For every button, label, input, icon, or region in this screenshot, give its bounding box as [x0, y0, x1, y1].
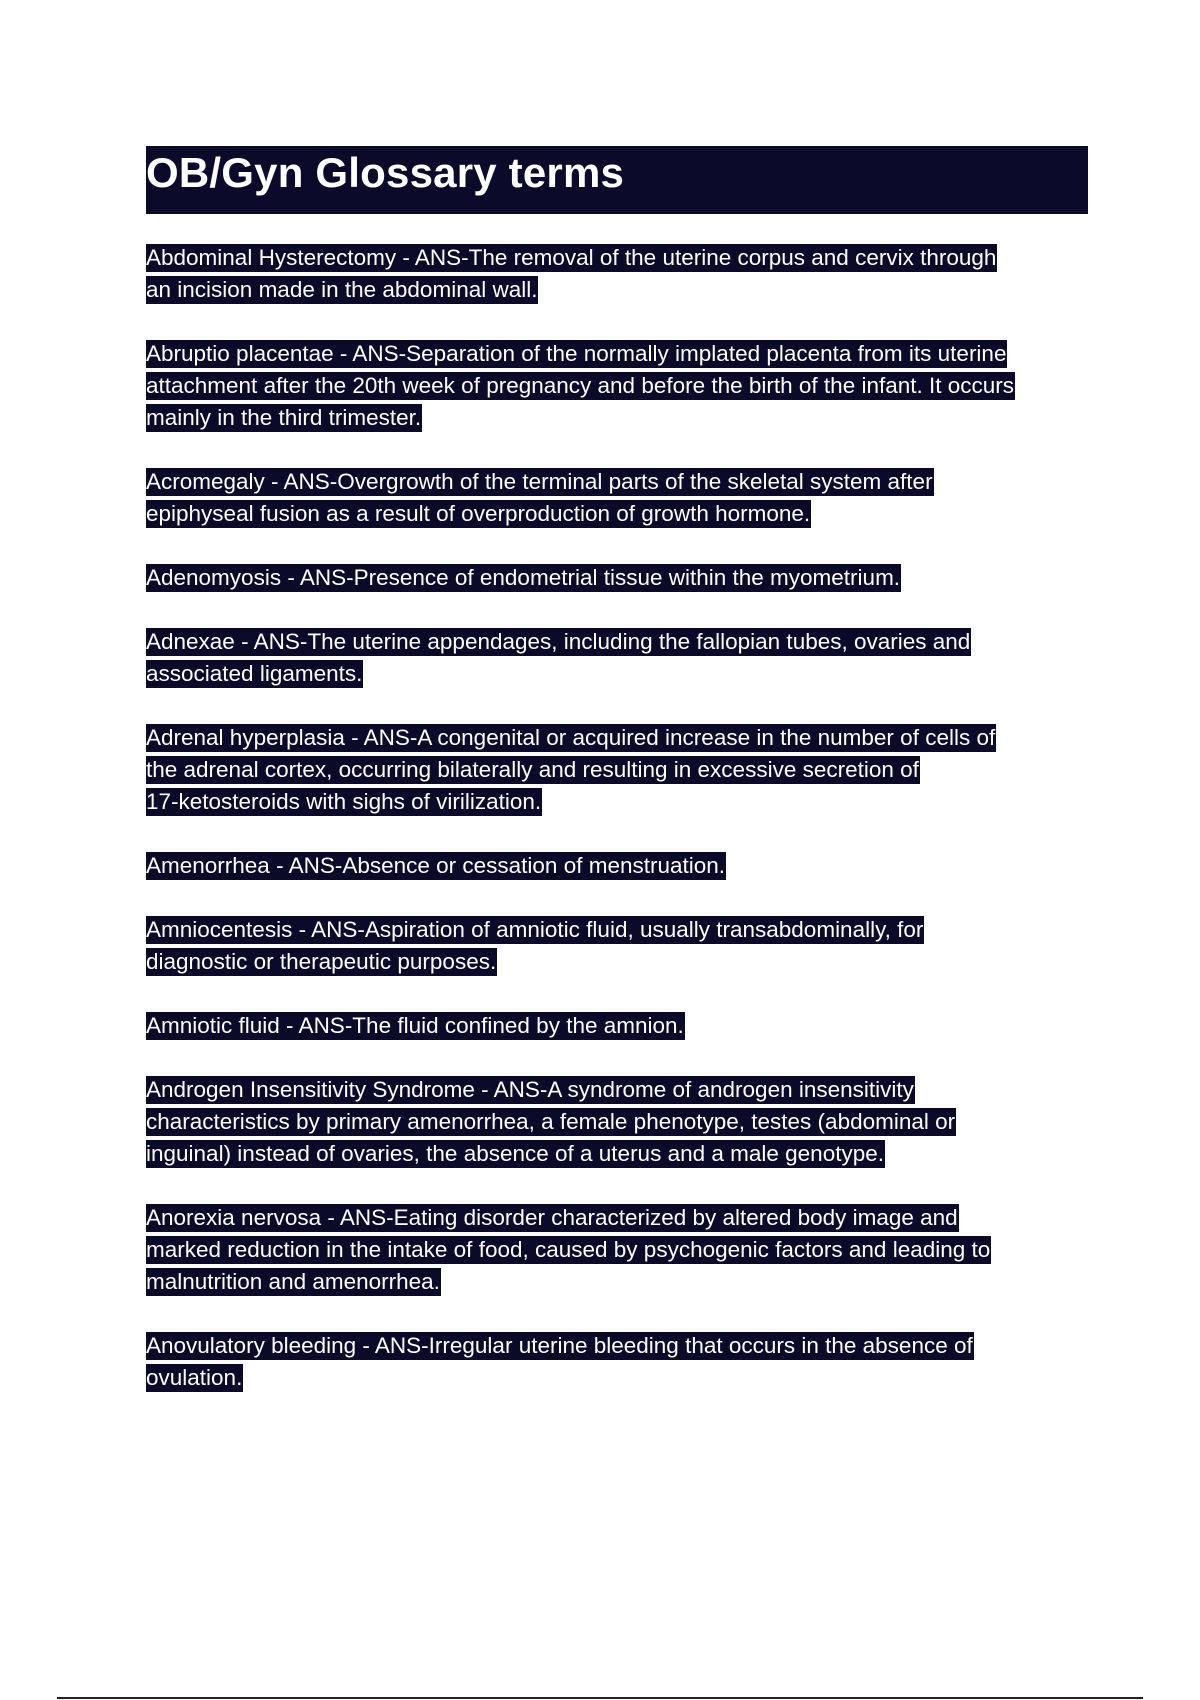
- glossary-entry: [146, 466, 1096, 530]
- highlighted-text: Anovulatory bleeding - ANS-Irregular uterine bleeding that occurs in the absence of: [146, 1333, 973, 1358]
- highlighted-text: Anorexia nervosa - ANS-Eating disorder characterized by altered body image and: [146, 1205, 958, 1230]
- glossary-entry-line: [146, 242, 1096, 274]
- highlighted-text: Abdominal Hysterectomy - ANS-The removal of the uterine corpus and cervix through: [146, 245, 997, 270]
- glossary-entry-line: [146, 946, 1096, 978]
- glossary-entry-line: [146, 466, 1096, 498]
- glossary-entry-line: [146, 1234, 1096, 1266]
- glossary-entry-line: [146, 498, 1096, 530]
- glossary-entry: [146, 1010, 1096, 1042]
- glossary-entry: [146, 1330, 1096, 1394]
- glossary-entry: [146, 722, 1096, 818]
- highlighted-text: associated ligaments.: [146, 661, 363, 686]
- highlighted-text: epiphyseal fusion as a result of overproduction of growth hormone.: [146, 501, 811, 526]
- glossary-entry-line: [146, 1362, 1096, 1394]
- glossary-entry-line: [146, 914, 1096, 946]
- glossary-entry-line: [146, 1074, 1096, 1106]
- highlighted-text: characteristics by primary amenorrhea, a female phenotype, testes (abdominal or: [146, 1109, 956, 1134]
- glossary-entry-line: [146, 722, 1096, 754]
- highlighted-text: mainly in the third trimester.: [146, 405, 422, 430]
- glossary-entry-line: [146, 1330, 1096, 1362]
- glossary-entry-line: [146, 562, 1096, 594]
- glossary-entry-line: [146, 1010, 1096, 1042]
- glossary-entry-line: [146, 1138, 1096, 1170]
- highlighted-text: Androgen Insensitivity Syndrome - ANS-A syndrome of androgen insensitivity: [146, 1077, 914, 1102]
- highlighted-text: malnutrition and amenorrhea.: [146, 1269, 440, 1294]
- highlighted-text: diagnostic or therapeutic purposes.: [146, 949, 497, 974]
- highlighted-text: Amniocentesis - ANS-Aspiration of amniotic fluid, usually transabdominally, for: [146, 917, 924, 942]
- highlighted-text: Adnexae - ANS-The uterine appendages, including the fallopian tubes, ovaries and: [146, 629, 971, 654]
- highlighted-text: Amenorrhea - ANS-Absence or cessation of menstruation.: [146, 853, 726, 878]
- highlighted-text: Adrenal hyperplasia - ANS-A congenital or acquired increase in the number of cells of: [146, 725, 996, 750]
- glossary-entry-line: [146, 1106, 1096, 1138]
- highlighted-text: marked reduction in the intake of food, caused by psychogenic factors and leading to: [146, 1237, 991, 1262]
- glossary-entry: [146, 850, 1096, 882]
- glossary-entry: [146, 562, 1096, 594]
- glossary-entry-line: [146, 754, 1096, 786]
- page-title: OB/Gyn Glossary terms: [146, 149, 625, 196]
- glossary-entry: [146, 914, 1096, 978]
- glossary-entry-line: [146, 850, 1096, 882]
- highlighted-text: 17-ketosteroids with sighs of virilization.: [146, 789, 542, 814]
- highlighted-text: an incision made in the abdominal wall.: [146, 277, 538, 302]
- glossary-entry-line: [146, 626, 1096, 658]
- glossary-entry: [146, 338, 1096, 434]
- highlighted-text: Adenomyosis - ANS-Presence of endometrial tissue within the myometrium.: [146, 565, 901, 590]
- glossary-entry-line: [146, 274, 1096, 306]
- glossary-entry-line: [146, 1266, 1096, 1298]
- highlighted-text: inguinal) instead of ovaries, the absence of a uterus and a male genotype.: [146, 1141, 884, 1166]
- highlighted-text: Amniotic fluid - ANS-The fluid confined by the amnion.: [146, 1013, 684, 1038]
- glossary-entry: [146, 242, 1096, 306]
- highlighted-text: ovulation.: [146, 1365, 243, 1390]
- highlighted-text: Abruptio placentae - ANS-Separation of the normally implated placenta from its uterine: [146, 341, 1007, 366]
- glossary-entry-line: [146, 786, 1096, 818]
- highlighted-text: Acromegaly - ANS-Overgrowth of the terminal parts of the skeletal system after: [146, 469, 933, 494]
- highlighted-text: attachment after the 20th week of pregnancy and before the birth of the infant. It occurs: [146, 373, 1015, 398]
- glossary-entry: [146, 1074, 1096, 1170]
- glossary-list: [146, 242, 1096, 1426]
- glossary-entry-line: [146, 658, 1096, 690]
- glossary-entry-line: [146, 1202, 1096, 1234]
- glossary-entry-line: [146, 338, 1096, 370]
- glossary-entry-line: [146, 402, 1096, 434]
- glossary-entry: [146, 626, 1096, 690]
- glossary-entry-line: [146, 370, 1096, 402]
- glossary-entry: [146, 1202, 1096, 1298]
- highlighted-text: the adrenal cortex, occurring bilaterally and resulting in excessive secretion of: [146, 757, 919, 782]
- footer-divider: [57, 1697, 1143, 1699]
